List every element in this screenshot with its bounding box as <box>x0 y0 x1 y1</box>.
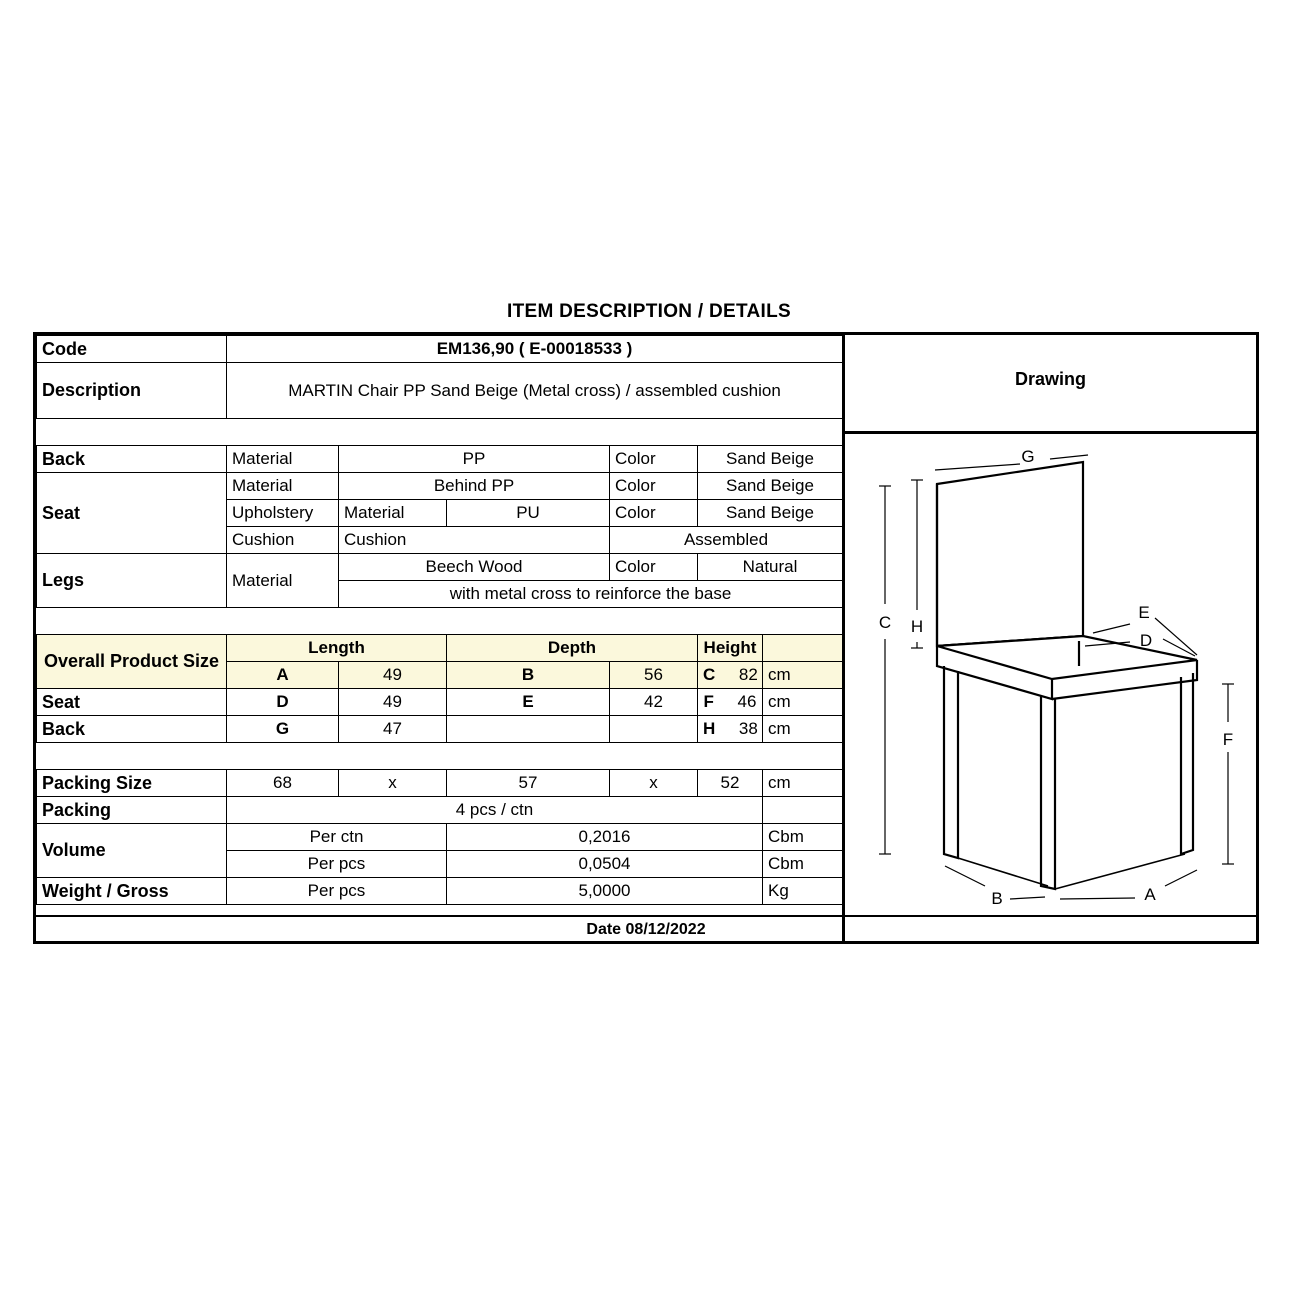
row-spacer-1 <box>37 419 843 446</box>
back-color-label: Color <box>610 446 698 473</box>
upholstery-material-label: Material <box>339 500 447 527</box>
table-row-packing-size <box>37 770 843 797</box>
dim-label-A: A <box>1144 885 1156 904</box>
packing-value: 4 pcs / ctn <box>227 797 763 824</box>
back-size-label: Back <box>37 716 227 743</box>
overall-depth-value: 56 <box>610 662 698 689</box>
weight-value: 5,0000 <box>447 878 763 905</box>
per-pcs-value: 0,0504 <box>447 851 763 878</box>
upholstery-label: Upholstery <box>227 500 339 527</box>
length-label: Length <box>227 635 447 662</box>
overall-length-key: A <box>227 662 339 689</box>
spacer-cell <box>37 743 227 770</box>
seat-height-cell <box>698 689 763 716</box>
code-value: EM136,90 ( E-00018533 ) <box>227 336 843 363</box>
packing-label: Packing <box>37 797 227 824</box>
dim-label-F: F <box>1222 730 1234 749</box>
overall-height-value: 82 <box>738 665 758 684</box>
packing-unit: cm <box>763 770 843 797</box>
seat-color-value: Sand Beige <box>698 473 843 500</box>
back-material-label: Material <box>227 446 339 473</box>
table-row-packing <box>37 797 843 824</box>
dim-label-B: B <box>991 889 1003 908</box>
per-ctn-unit: Cbm <box>763 824 843 851</box>
overall-size-label: Overall Product Size <box>37 635 227 689</box>
overall-length-value: 49 <box>339 662 447 689</box>
page-title: ITEM DESCRIPTION / DETAILS <box>506 301 791 322</box>
item-spec-sheet <box>33 300 1265 970</box>
back-length-value: 47 <box>339 716 447 743</box>
weight-per-label: Per pcs <box>227 878 447 905</box>
seat-length-key: D <box>227 689 339 716</box>
dim-label-H: H <box>910 617 924 636</box>
overall-height-key: C <box>703 665 716 684</box>
spacer-cell <box>227 743 843 770</box>
spacer-cell <box>37 608 227 635</box>
description-value: MARTIN Chair PP Sand Beige (Metal cross) / assembled cushion <box>227 363 843 419</box>
code-label: Code <box>37 336 227 363</box>
cushion-sub-label: Cushion <box>339 527 610 554</box>
overall-unit: cm <box>763 662 843 689</box>
dim-label-G: G <box>1021 447 1035 466</box>
per-ctn-label: Per ctn <box>227 824 447 851</box>
seat-color-label: Color <box>610 473 698 500</box>
per-pcs-unit: Cbm <box>763 851 843 878</box>
drawing-pane <box>842 335 1256 941</box>
legs-label: Legs <box>37 554 227 608</box>
height-label: Height <box>698 635 763 662</box>
back-height-key: H <box>703 719 716 738</box>
seat-material-value: Behind PP <box>339 473 610 500</box>
table-row-description <box>37 363 843 419</box>
table-row-size-header <box>37 635 843 662</box>
legs-material-value: Beech Wood <box>339 554 610 581</box>
seat-height-key: F <box>703 692 714 711</box>
back-depth-value <box>610 716 698 743</box>
table-row-seat-material <box>37 473 843 500</box>
seat-height-value: 46 <box>737 692 757 711</box>
row-spacer-2 <box>37 608 843 635</box>
legs-material-label: Material <box>227 554 339 608</box>
dim-label-E: E <box>1138 603 1150 622</box>
legs-note: with metal cross to reinforce the base <box>339 581 843 608</box>
packing-x2: x <box>610 770 698 797</box>
table-row-legs <box>37 554 843 581</box>
seat-unit: cm <box>763 689 843 716</box>
legs-color-value: Natural <box>698 554 843 581</box>
date-footer: Date 08/12/2022 <box>36 915 1256 941</box>
seat-size-label: Seat <box>37 689 227 716</box>
volume-label: Volume <box>37 824 227 878</box>
back-unit: cm <box>763 716 843 743</box>
dim-label-D: D <box>1139 631 1153 650</box>
packing-height: 52 <box>698 770 763 797</box>
packing-length: 68 <box>227 770 339 797</box>
details-table-pane <box>36 335 842 941</box>
packing-x1: x <box>339 770 447 797</box>
seat-label: Seat <box>37 473 227 554</box>
chair-drawing <box>845 434 1256 915</box>
per-pcs-label: Per pcs <box>227 851 447 878</box>
dim-label-C: C <box>878 613 892 632</box>
cushion-label: Cushion <box>227 527 339 554</box>
drawing-label: Drawing <box>1014 369 1086 389</box>
back-material-value: PP <box>339 446 610 473</box>
table-row-size-seat <box>37 689 843 716</box>
seat-depth-key: E <box>447 689 610 716</box>
description-label: Description <box>37 363 227 419</box>
weight-unit: Kg <box>763 878 843 905</box>
per-ctn-value: 0,2016 <box>447 824 763 851</box>
seat-material-label: Material <box>227 473 339 500</box>
depth-label: Depth <box>447 635 698 662</box>
sheet-frame <box>33 332 1259 944</box>
spacer-cell <box>37 419 227 446</box>
table-row-weight <box>37 878 843 905</box>
table-row-size-back <box>37 716 843 743</box>
row-spacer-3 <box>37 743 843 770</box>
weight-label: Weight / Gross <box>37 878 227 905</box>
packing-size-label: Packing Size <box>37 770 227 797</box>
upholstery-color-value: Sand Beige <box>698 500 843 527</box>
table-row-code <box>37 336 843 363</box>
cushion-value: Assembled <box>610 527 843 554</box>
back-length-key: G <box>227 716 339 743</box>
seat-length-value: 49 <box>339 689 447 716</box>
table-row-volume-ctn <box>37 824 843 851</box>
back-label: Back <box>37 446 227 473</box>
spacer-cell <box>227 608 843 635</box>
overall-depth-key: B <box>447 662 610 689</box>
back-color-value: Sand Beige <box>698 446 843 473</box>
spacer-cell <box>227 419 843 446</box>
chair-drawing-svg <box>845 434 1265 919</box>
details-table <box>36 335 843 905</box>
back-height-cell <box>698 716 763 743</box>
overall-height-cell <box>698 662 763 689</box>
upholstery-color-label: Color <box>610 500 698 527</box>
legs-color-label: Color <box>610 554 698 581</box>
packing-blank <box>763 797 843 824</box>
upholstery-material-value: PU <box>447 500 610 527</box>
back-height-value: 38 <box>738 719 758 738</box>
seat-depth-value: 42 <box>610 689 698 716</box>
back-depth-key <box>447 716 610 743</box>
size-unit-blank <box>763 635 843 662</box>
table-row-back <box>37 446 843 473</box>
packing-depth: 57 <box>447 770 610 797</box>
